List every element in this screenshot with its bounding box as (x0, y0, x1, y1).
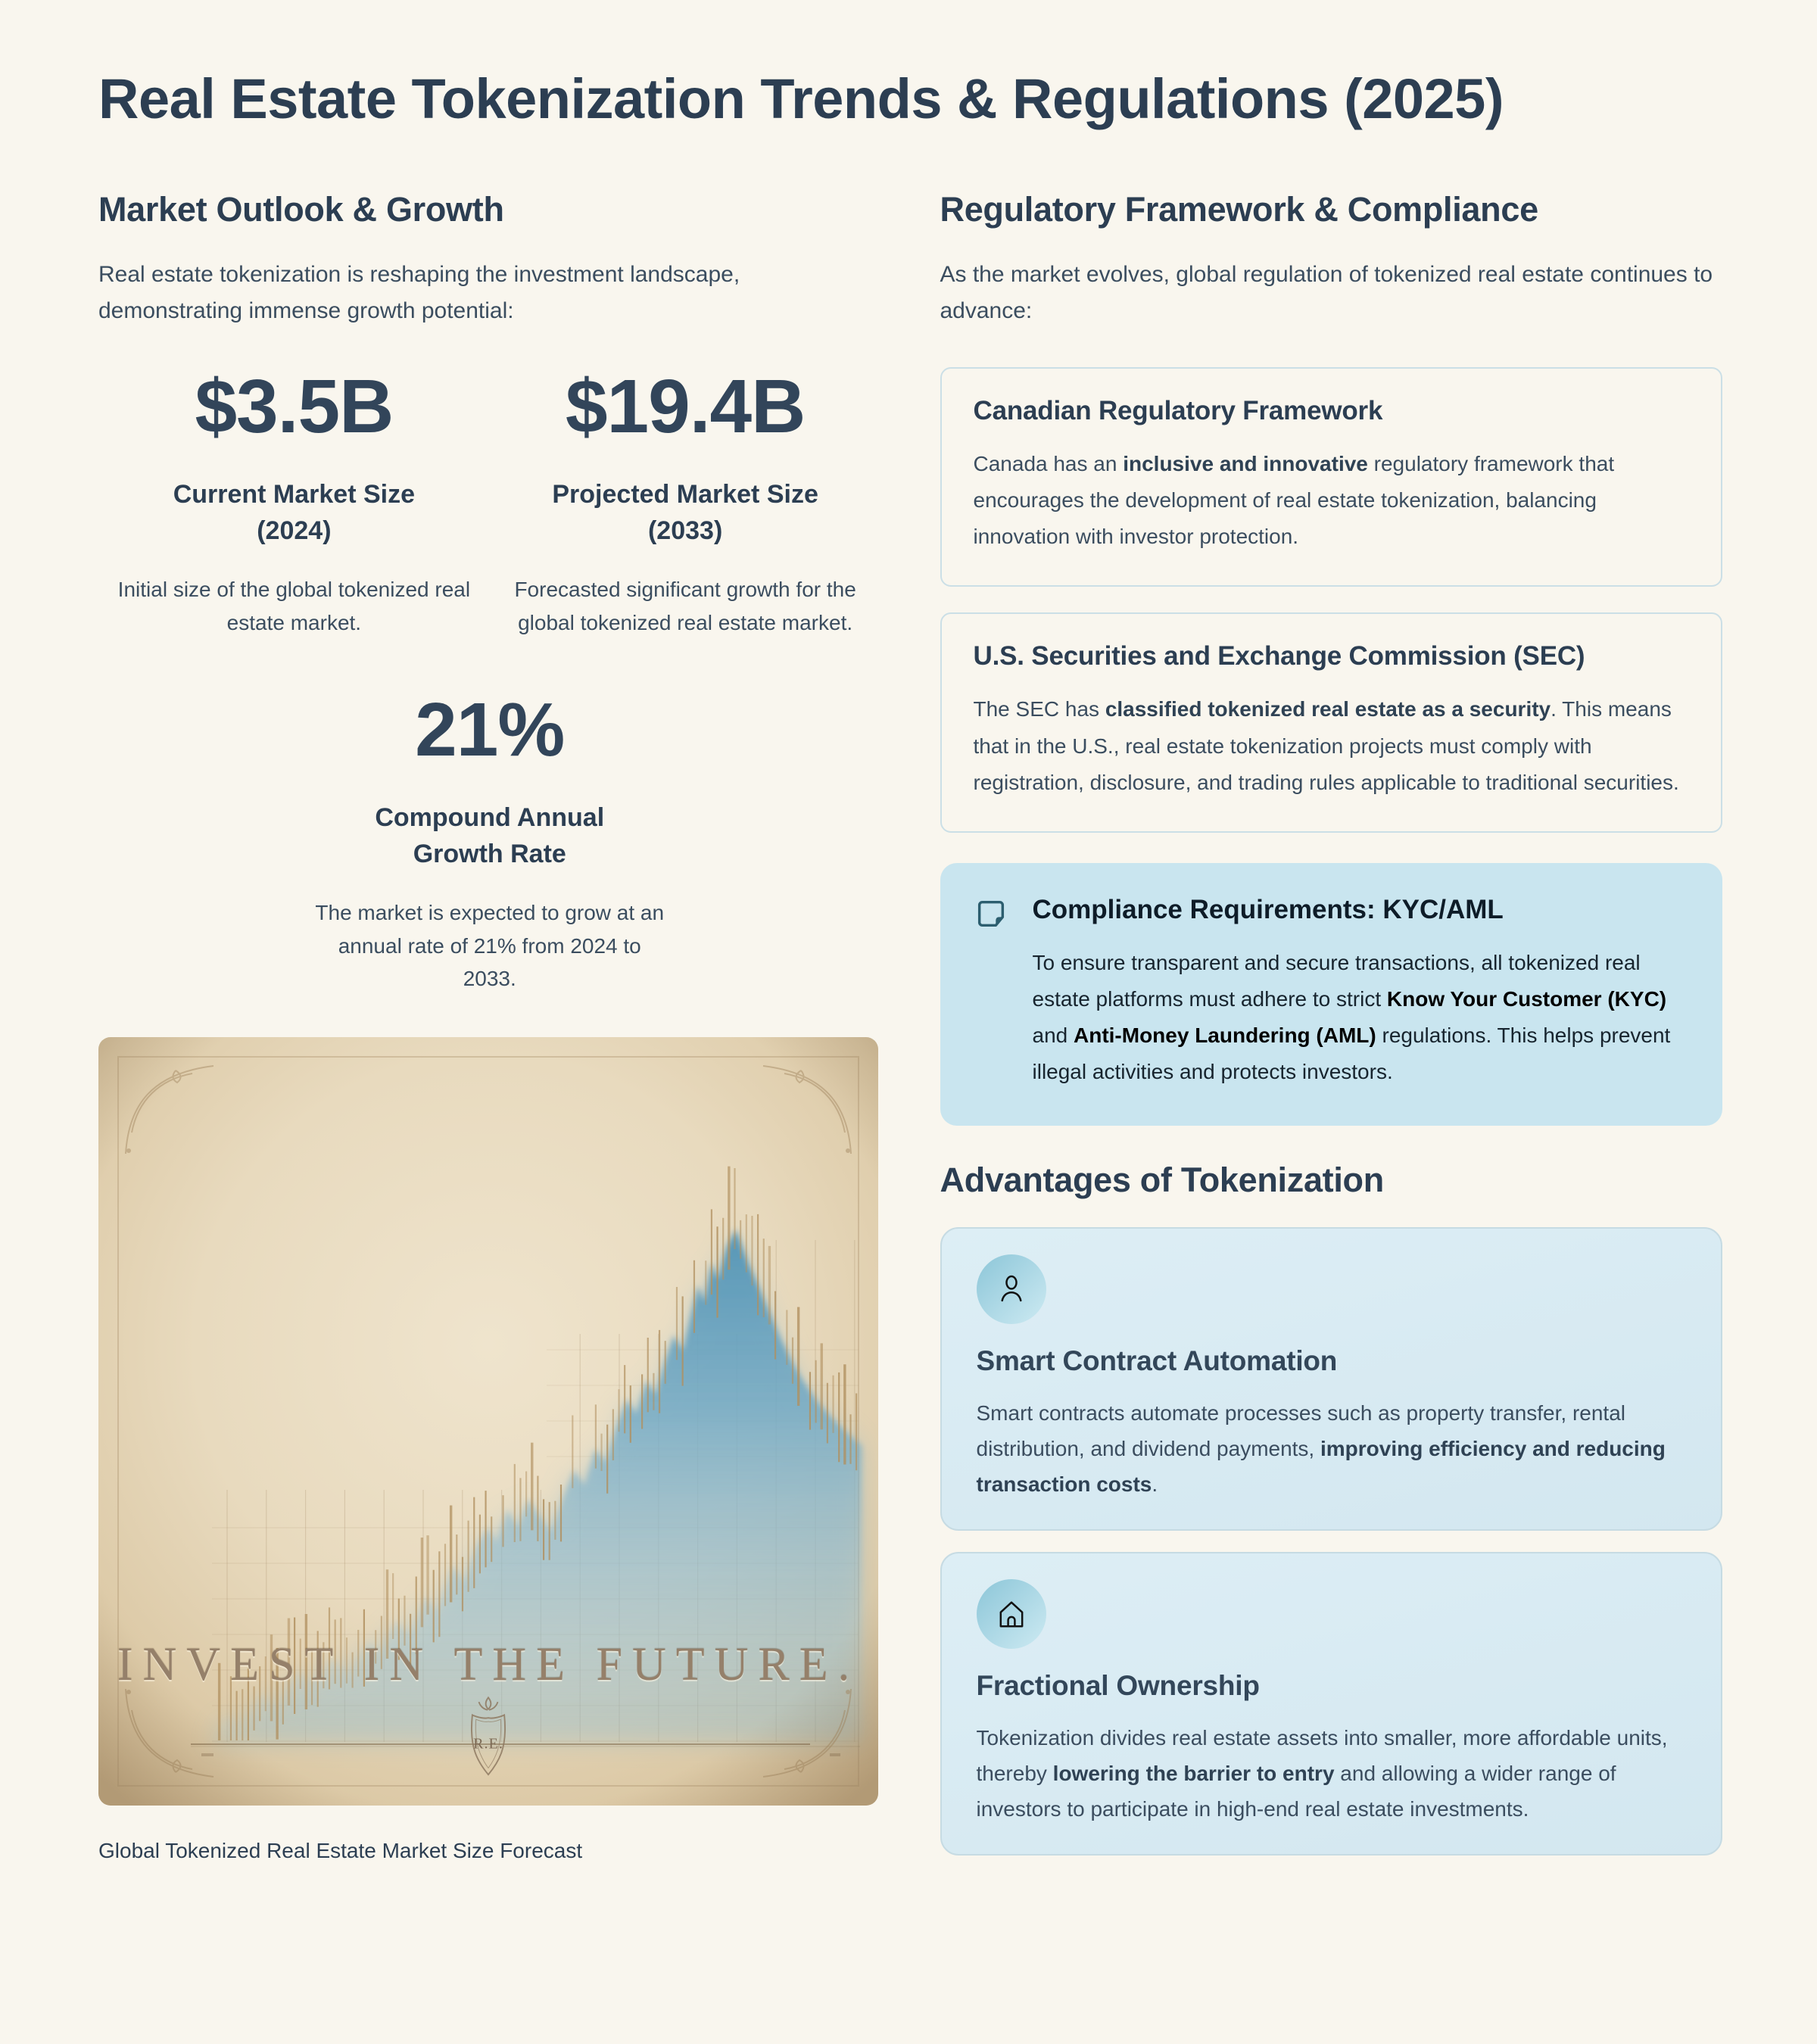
stat-value: 21% (415, 687, 565, 772)
regulatory-section (940, 190, 1723, 1877)
kyc-card-content (1033, 895, 1690, 1091)
stat-description: Forecasted significant growth for the global tokenized real estate market. (514, 578, 856, 634)
stat-value: $19.4B (565, 364, 806, 449)
card-body: The SEC has classified tokenized real estate as a security. This means that in the U.S., real estate tokenization projects must comply with registration, disclosure, and trading rules applicable to traditional securities. (973, 697, 1679, 794)
regulatory-heading: Regulatory Framework & Compliance (940, 190, 1538, 229)
crest-initials: R.E. (473, 1735, 503, 1753)
stat-cagr (301, 687, 679, 995)
stat-label: Compound Annual Growth Rate (375, 802, 605, 868)
card-title: Compliance Requirements: KYC/AML (1032, 894, 1504, 924)
stat-label: Projected Market Size (2033) (552, 480, 818, 545)
card-title: Fractional Ownership (976, 1669, 1260, 1701)
stat-current-market-size (98, 364, 490, 639)
two-column-layout (98, 190, 1722, 1877)
icon-circle (977, 1254, 1046, 1324)
user-icon (994, 1272, 1029, 1307)
regulatory-intro: As the market evolves, global regulation of tokenized real estate continues to advance: (940, 262, 1713, 323)
card-body: Canada has an inclusive and innovative regulatory framework that encourages the development of real estate tokenization, balancing innovation with investor protection. (973, 452, 1615, 549)
crest (98, 1694, 878, 1787)
invest-in-the-future-text: INVEST IN THE FUTURE. (117, 1639, 860, 1691)
icon-circle (977, 1579, 1046, 1649)
advantages-heading: Advantages of Tokenization (940, 1160, 1384, 1199)
card-fractional-ownership (940, 1552, 1723, 1855)
stat-description: Initial size of the global tokenized real estate market. (117, 578, 471, 634)
page-title: Real Estate Tokenization Trends & Regulations (2025) (98, 67, 1504, 130)
card-sec (940, 612, 1723, 832)
card-smart-contract-automation (940, 1227, 1723, 1531)
card-body: Smart contracts automate processes such as property transfer, rental distribution, and dividend payments, improving efficiency and reducing transaction costs. (976, 1401, 1666, 1496)
market-outlook-intro: Real estate tokenization is reshaping the investment landscape, demonstrating immense growth potential: (98, 262, 740, 323)
market-outlook-section (98, 190, 881, 1877)
shield-crest-icon (452, 1694, 525, 1787)
stats-row (98, 364, 881, 639)
card-title: Smart Contract Automation (976, 1344, 1338, 1376)
stat-value: $3.5B (195, 364, 394, 449)
card-canadian-framework (940, 367, 1723, 587)
card-title: Canadian Regulatory Framework (973, 396, 1383, 425)
stat-label: Current Market Size (2024) (173, 480, 416, 545)
card-title: U.S. Securities and Exchange Commission (SEC) (973, 641, 1585, 671)
sticky-note-icon (974, 896, 1008, 1091)
stat-projected-market-size (490, 364, 881, 639)
home-icon (994, 1597, 1029, 1631)
card-body: To ensure transparent and secure transactions, all tokenized real estate platforms must adhere to strict Know Your Customer (KYC) and Anti-Money Laundering (AML) regulations. This helps prevent illegal activities and protects investors. (1032, 950, 1671, 1084)
vintage-market-chart-illustration (98, 1037, 878, 1806)
stat-description: The market is expected to grow at an annual rate of 21% from 2024 to 2033. (315, 901, 665, 990)
card-kyc-aml (940, 863, 1723, 1126)
market-outlook-heading: Market Outlook & Growth (98, 190, 504, 229)
figure-caption: Global Tokenized Real Estate Market Size Forecast (98, 1839, 583, 1863)
card-body: Tokenization divides real estate assets into smaller, more affordable units, thereby lowering the barrier to entry and allowing a wider range of investors to participate in high-end real estate investments. (976, 1725, 1668, 1821)
